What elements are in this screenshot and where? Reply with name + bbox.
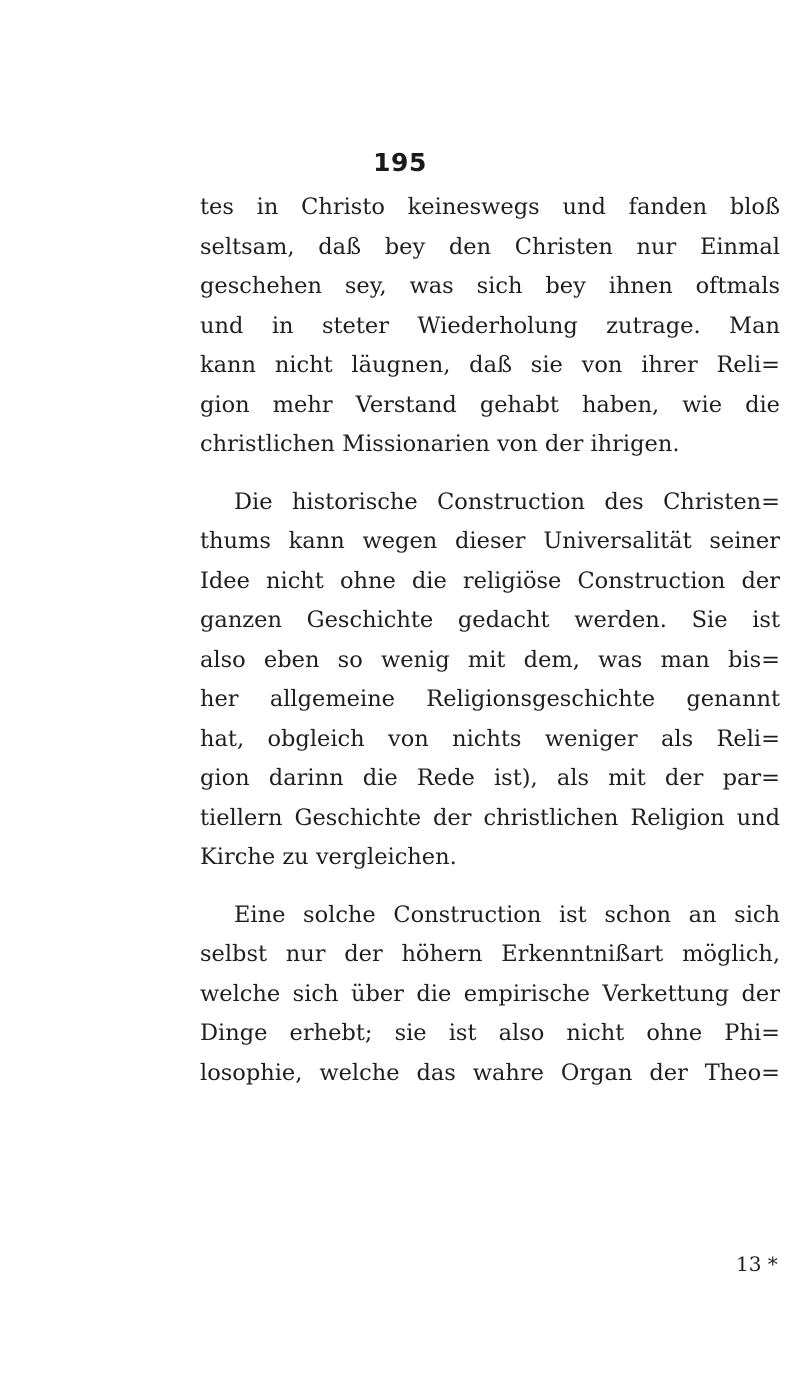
paragraph-gap [200, 465, 780, 483]
text-line: geschehen sey, was sich bey ihnen oftmals [200, 273, 780, 299]
text-line: kann nicht läugnen, daß sie von ihrer Reli= [200, 352, 780, 378]
text-line: gion darinn die Rede ist), als mit der par= [200, 765, 780, 791]
text-line: ganzen Geschichte gedacht werden. Sie ist [200, 607, 780, 633]
signature-mark: 13 * [736, 1252, 778, 1276]
text-line: hat, obgleich von nichts weniger als Reli= [200, 725, 780, 752]
page-number: 195 [373, 148, 427, 177]
text-line: Die historische Construction des Christen= [234, 488, 780, 515]
text-line: seltsam, daß bey den Christen nur Einmal [200, 233, 780, 260]
text-line: also eben so wenig mit dem, was man bis= [200, 646, 780, 673]
paragraph-1 [200, 188, 780, 465]
text-line: Kirche zu vergleichen. [200, 844, 457, 870]
text-line: her allgemeine Religionsgeschichte genannt [200, 686, 780, 712]
text-line: und in steter Wiederholung zutrage. Man [200, 312, 780, 339]
text-line: Idee nicht ohne die religiöse Construction der [200, 567, 780, 594]
paragraph-3 [200, 896, 780, 1094]
text-line: Dinge erhebt; sie ist also nicht ohne Phi= [200, 1020, 780, 1046]
text-line: Eine solche Construction ist schon an sich [234, 901, 780, 928]
text-line: christlichen Missionarien von der ihrigen. [200, 431, 680, 457]
paragraph-2 [200, 483, 780, 878]
text-line: gion mehr Verstand gehabt haben, wie die [200, 391, 780, 418]
paragraph-gap [200, 878, 780, 896]
text-line: tes in Christo keineswegs und fanden bloß [200, 194, 780, 220]
text-line: thums kann wegen dieser Universalität seiner [200, 528, 780, 554]
text-line: selbst nur der höhern Erkenntnißart möglich, [200, 941, 780, 967]
body-text [200, 188, 780, 1093]
text-line: losophie, welche das wahre Organ der Theo= [200, 1059, 780, 1086]
text-line: tiellern Geschichte der christlichen Religion und [200, 804, 780, 831]
text-line: welche sich über die empirische Verkettung der [200, 980, 780, 1007]
